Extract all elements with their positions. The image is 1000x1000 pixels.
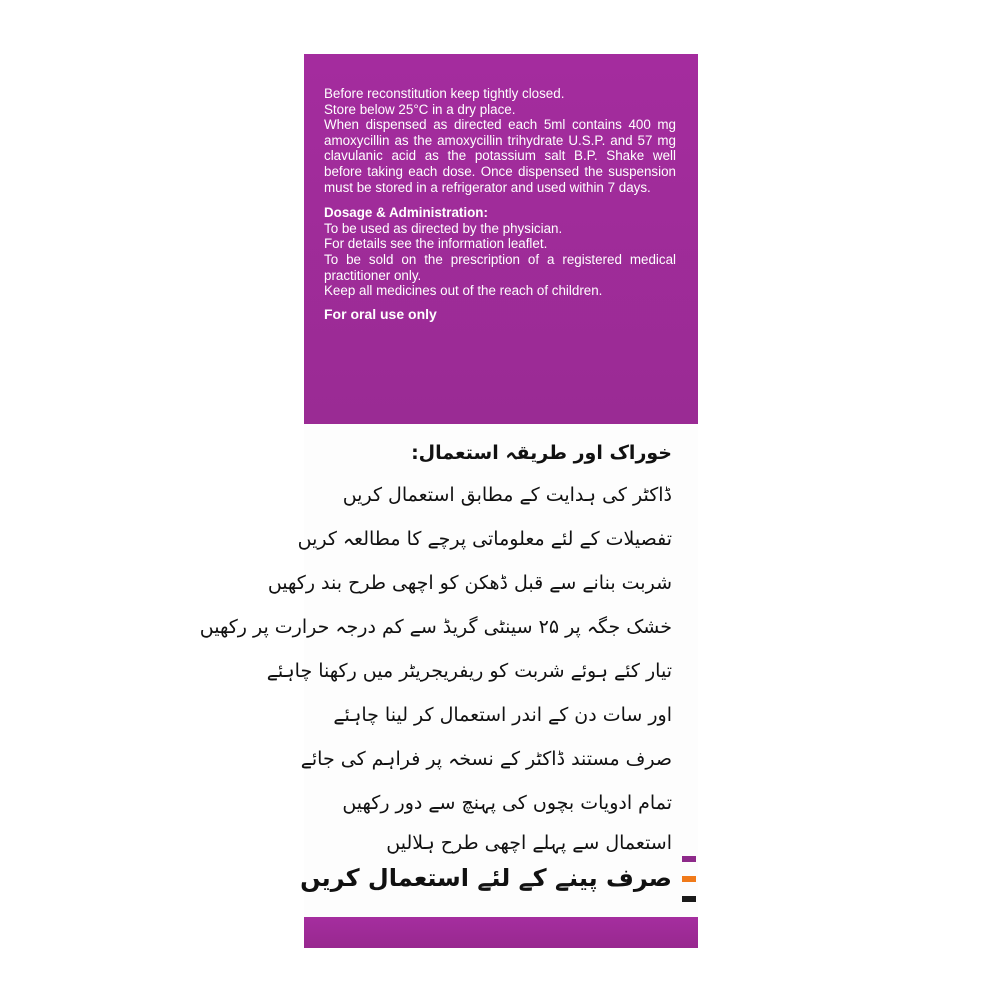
- dosage-line-2: For details see the information leaflet.: [324, 236, 548, 252]
- purple-stripe: [682, 856, 696, 862]
- english-text-block: [324, 86, 676, 322]
- dosage-line-4: Keep all medicines out of the reach of children.: [324, 283, 603, 299]
- urdu-line-5: تیار کئے ہوئے شربت کو ریفریجریٹر میں رکھنا چاہئے: [266, 660, 672, 682]
- urdu-line-1: ڈاکٹر کی ہدایت کے مطابق استعمال کریں: [342, 484, 672, 506]
- urdu-line-6: اور سات دن کے اندر استعمال کر لینا چاہئے: [333, 704, 672, 726]
- urdu-line-8: تمام ادویات بچوں کی پہنچ سے دور رکھیں: [342, 792, 672, 814]
- urdu-title: خوراک اور طریقہ استعمال:: [411, 442, 672, 464]
- urdu-line-3: شربت بنانے سے قبل ڈھکن کو اچھی طرح بند رکھیں: [267, 572, 672, 594]
- urdu-line-2: تفصیلات کے لئے معلوماتی پرچے کا مطالعہ کریں: [297, 528, 672, 550]
- urdu-instructions-panel: [199, 424, 698, 917]
- dosage-line-3: To be sold on the prescription of a registered medical practitioner only.: [324, 251, 676, 283]
- black-stripe: [682, 896, 696, 902]
- dosage-heading: Dosage & Administration:: [324, 205, 488, 221]
- oral-use-label: For oral use only: [324, 305, 437, 322]
- urdu-line-7: صرف مستند ڈاکٹر کے نسخہ پر فراہم کی جائے: [300, 748, 672, 770]
- bottom-purple-strip: [304, 917, 698, 948]
- dosage-line-1: To be used as directed by the physician.: [324, 220, 563, 236]
- english-instructions-panel: [304, 54, 698, 424]
- urdu-line-4: خشک جگہ پر ۲۵ سینٹی گریڈ سے کم درجہ حرارت پر رکھیں: [199, 616, 672, 638]
- composition-text: When dispensed as directed each 5ml contains 400 mg amoxycillin as the amoxycillin trihydrate U.S.P. and 57 mg clavulanic acid as the potassium salt B.P. Shake well before taking each dose. Once dispensed the suspension must be stored in a refrigerator and used within 7 days.: [324, 117, 676, 195]
- storage-line-1: Before reconstitution keep tightly closed.: [324, 86, 565, 101]
- orange-stripe: [682, 876, 696, 882]
- urdu-oral-use-label: صرف پینے کے لئے استعمال کریں: [300, 864, 672, 892]
- medicine-box-panel: [199, 54, 698, 948]
- urdu-line-9: استعمال سے پہلے اچھی طرح ہلالیں: [386, 832, 672, 854]
- storage-line-2: Store below 25°C in a dry place.: [324, 101, 516, 117]
